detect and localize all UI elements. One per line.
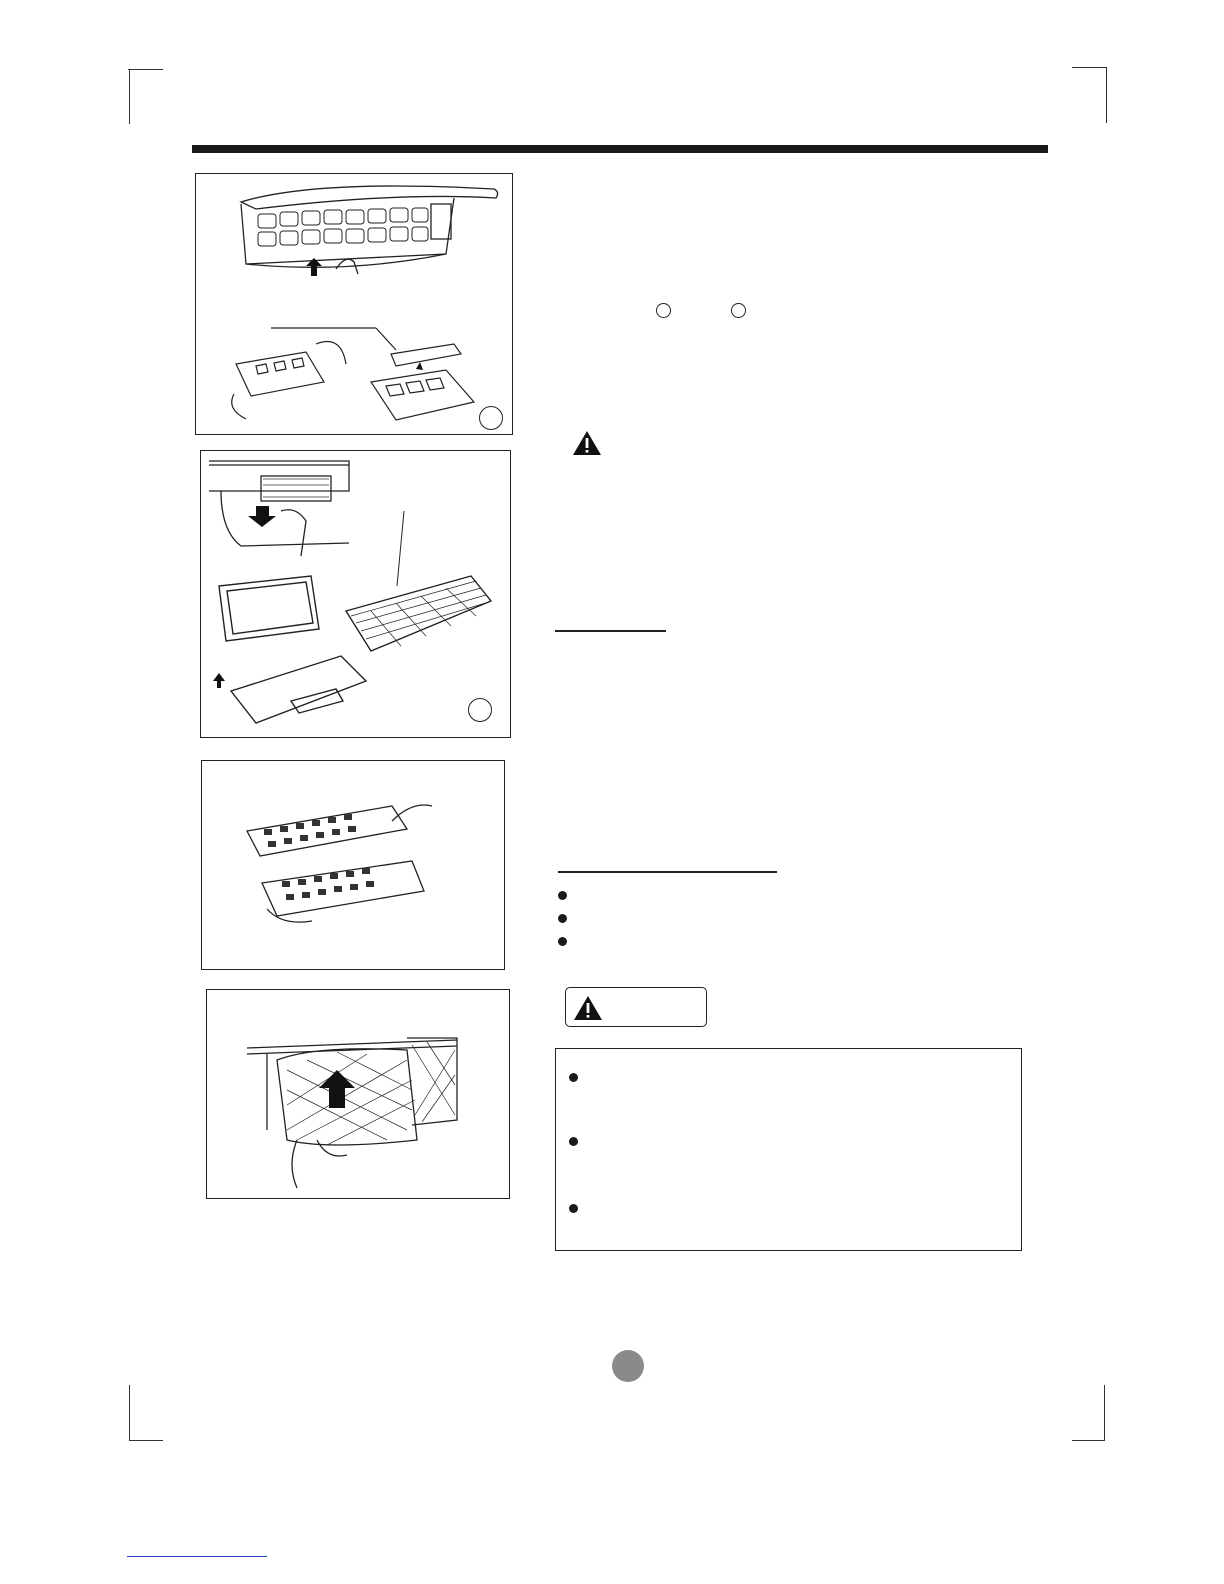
bullet-point: [558, 891, 567, 900]
bullet-point: [558, 914, 567, 923]
section-heading-underline: [555, 630, 666, 632]
figure-reference-circle-2: [731, 303, 746, 318]
caution-triangle-icon: [573, 995, 603, 1021]
crop-mark-top-right-h: [1072, 67, 1107, 68]
down-arrow-icon: [416, 362, 423, 370]
figure-number-circle: [479, 406, 503, 430]
warning-triangle-icon: [572, 430, 602, 456]
section-heading-underline: [558, 871, 777, 873]
bullet-point: [569, 1073, 578, 1082]
up-arrow-icon: [213, 673, 225, 688]
bullet-point: [569, 1137, 578, 1146]
down-arrow-icon: [248, 506, 276, 527]
caution-tag: [565, 987, 707, 1027]
crop-mark-top-left-h: [128, 69, 163, 70]
figure-clean-filter: [201, 760, 505, 970]
bullet-point: [558, 937, 567, 946]
mesh-filter-icon: [207, 990, 511, 1200]
bullet-point: [569, 1204, 578, 1213]
figure-number-circle: [468, 698, 492, 722]
mesh-filter-icon: [201, 451, 512, 739]
footer-link-underline: [127, 1556, 267, 1557]
figure-reinstall-filter: [206, 989, 510, 1199]
filter-icon: [202, 761, 506, 971]
crop-mark-bottom-left-h: [129, 1440, 163, 1441]
crop-mark-top-left-v: [129, 70, 130, 124]
figure-open-panel-remove-filter: [195, 173, 513, 435]
crop-mark-bottom-right-h: [1072, 1440, 1105, 1441]
crop-mark-bottom-left-v: [129, 1385, 130, 1440]
crop-mark-top-right-v: [1106, 67, 1107, 123]
figure-remove-pull-out-filter: [200, 450, 511, 738]
air-conditioner-icon: [196, 174, 514, 436]
crop-mark-bottom-right-v: [1104, 1385, 1105, 1440]
page-number-circle: [612, 1350, 644, 1382]
figure-reference-circle-1: [656, 303, 671, 318]
caution-note-box: [555, 1048, 1022, 1251]
header-rule: [192, 145, 1048, 153]
